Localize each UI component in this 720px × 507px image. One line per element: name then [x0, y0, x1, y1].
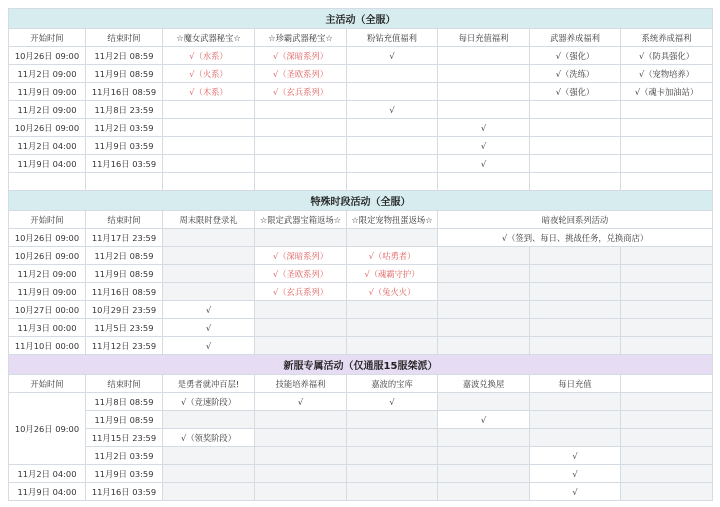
table-cell — [255, 155, 347, 173]
end-time-cell: 11月16日 08:59 — [86, 83, 163, 101]
header-cell: 周末限时登录礼 — [163, 211, 255, 229]
start-time-cell: 11月10日 00:00 — [9, 337, 86, 355]
table-cell — [438, 429, 530, 447]
header-row — [9, 375, 713, 393]
header-cell: 是勇者就冲百层! — [163, 375, 255, 393]
table-cell — [163, 465, 255, 483]
table-row — [9, 337, 713, 355]
table-row — [9, 411, 713, 429]
end-time-cell: 11月2日 03:59 — [86, 119, 163, 137]
table-cell — [347, 119, 438, 137]
table-cell — [621, 155, 713, 173]
table-cell — [347, 483, 438, 501]
table-cell — [255, 429, 347, 447]
header-row — [9, 211, 713, 229]
end-time-cell: 11月16日 03:59 — [86, 155, 163, 173]
table-cell — [163, 155, 255, 173]
table-cell: √（竞速阶段） — [163, 393, 255, 411]
table-cell — [530, 101, 621, 119]
schedule-sheet — [8, 8, 712, 501]
start-time-cell: 11月2日 09:00 — [9, 65, 86, 83]
end-time-cell: 11月8日 23:59 — [86, 101, 163, 119]
end-time-cell: 11月2日 08:59 — [86, 47, 163, 65]
table-cell — [347, 83, 438, 101]
table-cell — [530, 411, 621, 429]
table-cell — [163, 101, 255, 119]
table-cell — [438, 65, 530, 83]
start-time-cell: 11月9日 04:00 — [9, 483, 86, 501]
header-cell: 开始时间 — [9, 211, 86, 229]
table-cell — [255, 483, 347, 501]
table-cell — [347, 155, 438, 173]
table-cell — [255, 301, 347, 319]
start-time-cell — [9, 173, 86, 191]
header-cell: 嘉波兑换屋 — [438, 375, 530, 393]
table-cell — [621, 301, 713, 319]
table-cell — [163, 411, 255, 429]
header-cell: 开始时间 — [9, 375, 86, 393]
table-cell — [438, 283, 530, 301]
table-row — [9, 393, 713, 411]
table-cell — [163, 283, 255, 301]
table-cell: √ — [347, 393, 438, 411]
header-cell: 结束时间 — [86, 375, 163, 393]
header-cell: ☆魔女武器秘宝☆ — [163, 29, 255, 47]
table-cell — [530, 429, 621, 447]
table-cell — [255, 229, 347, 247]
start-time-cell: 10月26日 09:00 — [9, 119, 86, 137]
table-cell: √（强化） — [530, 47, 621, 65]
header-cell: 系统养成福利 — [621, 29, 713, 47]
end-time-cell: 11月8日 08:59 — [86, 393, 163, 411]
start-time-cell: 11月9日 09:00 — [9, 283, 86, 301]
end-time-cell: 11月9日 08:59 — [86, 411, 163, 429]
table-cell: √（洗练） — [530, 65, 621, 83]
table-row — [9, 247, 713, 265]
header-cell: 技能培养福利 — [255, 375, 347, 393]
table-cell: √（水系） — [163, 47, 255, 65]
start-time-cell: 11月9日 04:00 — [9, 155, 86, 173]
table-cell — [347, 137, 438, 155]
table-cell — [438, 47, 530, 65]
table-cell: √（领奖阶段） — [163, 429, 255, 447]
table-cell — [163, 173, 255, 191]
table-cell — [530, 173, 621, 191]
table-cell — [163, 119, 255, 137]
table-cell — [621, 337, 713, 355]
section-title-new-server: 新服专属活动（仅通服15服桀派） — [9, 355, 713, 375]
table-cell — [347, 173, 438, 191]
table-cell — [347, 465, 438, 483]
table-cell — [530, 301, 621, 319]
header-cell: ☆限定武器宝箱返场☆ — [255, 211, 347, 229]
table-cell — [255, 101, 347, 119]
start-time-cell: 11月9日 09:00 — [9, 83, 86, 101]
table-cell — [438, 265, 530, 283]
table-cell — [438, 465, 530, 483]
table-cell — [347, 65, 438, 83]
table-cell: √（魂霸守护） — [347, 265, 438, 283]
table-cell — [347, 411, 438, 429]
table-cell: √ — [530, 483, 621, 501]
end-time-cell: 11月15日 23:59 — [86, 429, 163, 447]
table-cell — [438, 483, 530, 501]
table-cell: √（强化） — [530, 83, 621, 101]
table-cell — [255, 447, 347, 465]
table-cell — [255, 465, 347, 483]
table-row — [9, 119, 713, 137]
start-time-cell: 11月2日 09:00 — [9, 265, 86, 283]
table-row — [9, 429, 713, 447]
header-cell: ☆限定宠物扭蛋返场☆ — [347, 211, 438, 229]
start-time-cell: 11月2日 04:00 — [9, 465, 86, 483]
table-cell — [438, 319, 530, 337]
table-cell — [438, 83, 530, 101]
table-cell: √（火系） — [163, 65, 255, 83]
table-cell — [530, 155, 621, 173]
table-cell — [163, 229, 255, 247]
table-cell — [347, 429, 438, 447]
table-cell — [347, 337, 438, 355]
table-cell: √（签到、每日、挑战任务，兑换商店） — [438, 229, 713, 247]
table-row — [9, 155, 713, 173]
end-time-cell — [86, 173, 163, 191]
table-cell: √（圣欧系列） — [255, 265, 347, 283]
table-cell — [621, 393, 713, 411]
table-cell — [621, 119, 713, 137]
table-row — [9, 137, 713, 155]
table-cell: √（宠物培养） — [621, 65, 713, 83]
table-cell: √ — [347, 101, 438, 119]
table-cell — [621, 101, 713, 119]
start-time-cell: 11月3日 00:00 — [9, 319, 86, 337]
table-cell: √（防具强化） — [621, 47, 713, 65]
start-time-cell: 10月26日 09:00 — [9, 247, 86, 265]
table-cell — [530, 319, 621, 337]
header-cell: 粉钻充值福利 — [347, 29, 438, 47]
start-time-cell: 10月26日 09:00 — [9, 393, 86, 465]
end-time-cell: 11月2日 03:59 — [86, 447, 163, 465]
table-cell — [621, 429, 713, 447]
table-cell — [163, 137, 255, 155]
table-cell — [621, 137, 713, 155]
header-row — [9, 29, 713, 47]
table-cell: √（兔火火） — [347, 283, 438, 301]
table-cell — [530, 283, 621, 301]
table-cell — [530, 247, 621, 265]
end-time-cell: 11月9日 03:59 — [86, 465, 163, 483]
table-row — [9, 65, 713, 83]
table-cell — [621, 247, 713, 265]
table-cell — [438, 393, 530, 411]
table-cell: √ — [163, 337, 255, 355]
table-cell — [621, 465, 713, 483]
table-cell — [163, 265, 255, 283]
header-cell: 开始时间 — [9, 29, 86, 47]
table-cell: √（深暗系列） — [255, 47, 347, 65]
table-cell: √ — [163, 319, 255, 337]
table-cell — [621, 265, 713, 283]
table-cell: √ — [347, 47, 438, 65]
table-cell: √ — [255, 393, 347, 411]
table-cell — [255, 411, 347, 429]
end-time-cell: 11月2日 08:59 — [86, 247, 163, 265]
table-row — [9, 319, 713, 337]
table-row — [9, 173, 713, 191]
table-cell — [530, 265, 621, 283]
table-row — [9, 283, 713, 301]
table-cell — [347, 301, 438, 319]
table-cell: √（木系） — [163, 83, 255, 101]
table-cell — [621, 447, 713, 465]
table-cell: √（咕勇者） — [347, 247, 438, 265]
header-cell: 每日充值 — [530, 375, 621, 393]
end-time-cell: 11月12日 23:59 — [86, 337, 163, 355]
header-cell: 暗夜轮回系列活动 — [438, 211, 713, 229]
table-row — [9, 229, 713, 247]
table-cell: √ — [438, 155, 530, 173]
table-cell: √ — [530, 465, 621, 483]
section-title-special: 特殊时段活动（全服） — [9, 191, 713, 211]
table-cell: √ — [163, 301, 255, 319]
header-cell: 每日充值福利 — [438, 29, 530, 47]
table-cell — [621, 283, 713, 301]
table-row — [9, 465, 713, 483]
table-cell — [438, 301, 530, 319]
table-cell: √ — [438, 137, 530, 155]
table-cell: √（玄兵系列） — [255, 283, 347, 301]
table-cell — [530, 119, 621, 137]
end-time-cell: 11月9日 03:59 — [86, 137, 163, 155]
activity-schedule-table — [8, 8, 713, 501]
start-time-cell: 11月2日 04:00 — [9, 137, 86, 155]
end-time-cell: 10月29日 23:59 — [86, 301, 163, 319]
table-cell — [438, 101, 530, 119]
table-cell: √（深暗系列） — [255, 247, 347, 265]
end-time-cell: 11月9日 08:59 — [86, 65, 163, 83]
section-title-main: 主活动（全服） — [9, 9, 713, 29]
header-cell: ☆珍霸武器秘宝☆ — [255, 29, 347, 47]
table-cell — [163, 247, 255, 265]
table-cell — [255, 119, 347, 137]
table-cell: √（玄兵系列） — [255, 83, 347, 101]
table-cell — [621, 411, 713, 429]
start-time-cell: 10月26日 09:00 — [9, 229, 86, 247]
end-time-cell: 11月16日 03:59 — [86, 483, 163, 501]
table-cell — [438, 247, 530, 265]
table-row — [9, 47, 713, 65]
table-cell: √ — [438, 411, 530, 429]
table-row — [9, 483, 713, 501]
start-time-cell: 11月2日 09:00 — [9, 101, 86, 119]
table-cell: √ — [530, 447, 621, 465]
table-cell — [347, 319, 438, 337]
table-cell — [255, 173, 347, 191]
start-time-cell: 10月26日 09:00 — [9, 47, 86, 65]
header-cell: 结束时间 — [86, 29, 163, 47]
table-row — [9, 447, 713, 465]
table-cell — [255, 137, 347, 155]
table-cell — [438, 173, 530, 191]
table-cell — [255, 337, 347, 355]
table-row — [9, 265, 713, 283]
table-cell — [621, 483, 713, 501]
end-time-cell: 11月5日 23:59 — [86, 319, 163, 337]
table-cell — [347, 447, 438, 465]
table-cell — [163, 447, 255, 465]
table-cell — [255, 319, 347, 337]
start-time-cell: 10月27日 00:00 — [9, 301, 86, 319]
end-time-cell: 11月9日 08:59 — [86, 265, 163, 283]
table-cell — [530, 137, 621, 155]
table-row — [9, 301, 713, 319]
table-cell: √（魂卡加油站） — [621, 83, 713, 101]
table-row — [9, 83, 713, 101]
table-cell — [163, 483, 255, 501]
end-time-cell: 11月16日 08:59 — [86, 283, 163, 301]
header-cell: 嘉波的宝库 — [347, 375, 438, 393]
header-cell — [621, 375, 713, 393]
header-cell: 结束时间 — [86, 211, 163, 229]
table-cell — [530, 337, 621, 355]
table-cell: √（圣欧系列） — [255, 65, 347, 83]
table-cell — [438, 337, 530, 355]
table-cell — [621, 173, 713, 191]
table-cell — [621, 319, 713, 337]
table-cell — [438, 447, 530, 465]
table-cell: √ — [438, 119, 530, 137]
table-cell — [347, 229, 438, 247]
table-cell — [530, 393, 621, 411]
table-row — [9, 101, 713, 119]
header-cell: 武器养成福利 — [530, 29, 621, 47]
end-time-cell: 11月17日 23:59 — [86, 229, 163, 247]
